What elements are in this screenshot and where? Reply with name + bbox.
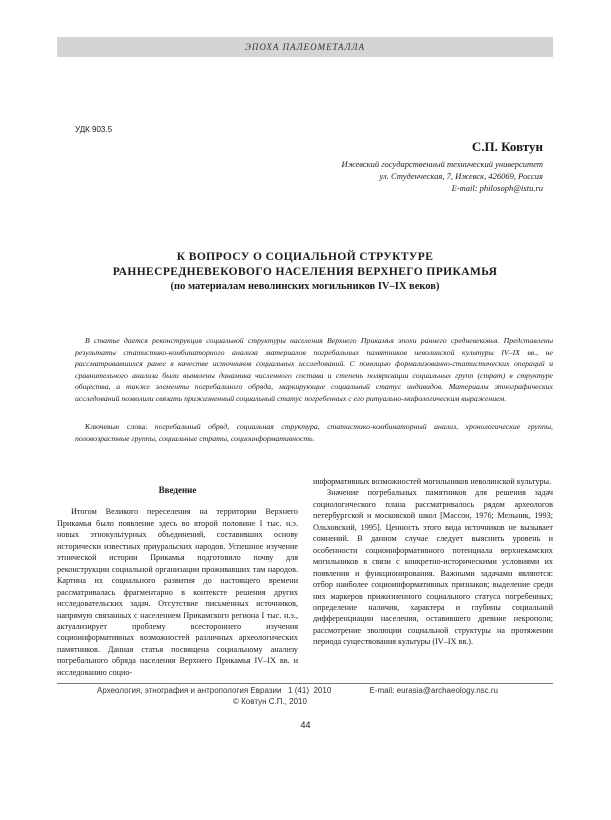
body-column-left <box>57 485 298 678</box>
body-paragraph-continued: информативных возможностей могильников неволинской культуры. <box>313 477 552 486</box>
keywords-text: погребальный обряд, социальная структура, статистико-комбинаторный анализ, хронологические группы, половозрастные группы, социальные страты, социоинформативность. <box>75 422 554 443</box>
title-line-2: РАННЕСРЕДНЕВЕКОВОГО НАСЕЛЕНИЯ ВЕРХНЕГО ПРИКАМЬЯ <box>112 266 498 278</box>
footer <box>57 685 553 707</box>
keywords <box>75 421 553 444</box>
udc-code: УДК 903.5 <box>75 125 113 134</box>
keywords-label: Ключевые слова: <box>85 422 148 431</box>
section-header: ЭПОХА ПАЛЕОМЕТАЛЛА <box>57 37 553 57</box>
footer-copyright: © Ковтун С.П., 2010 <box>233 697 307 706</box>
article-title <box>57 250 553 294</box>
author-email: E-mail: philosoph@istu.ru <box>451 183 543 193</box>
body-paragraph: Итогом Великого переселения на территории Верхнего Прикамья было появление здесь во второй половине I тыс. н.э. новых этнокультурных объединений, составивших основу исторически известных приуральских народов. Успешное изучение этнической истории Прикамья подготовило почву для реконструкции социальной организации проживавших там народов. Картина их социального развития до настоящего времени рассматривалась фрагментарно в контексте решения других исследовательских задач. Отсутствие письменных источников, напрямую связанных с населением Прикамского региона I тыс. н.э., актуализирует проблему всестороннего изучения социоинформативных возможностей различных археологических памятников. Данная статья посвящена социальному анализу погребального обряда населения Верхнего Прикамья IV–IX вв. и исследованию социо- <box>57 507 298 677</box>
author-affiliation: Ижевский государственный технический университет <box>341 159 543 169</box>
body-paragraph: Значение погребальных памятников для решения задач социологического плана рассматривалось рядом археологов петербургской и московской школ [Массон, 1976; Мельник, 1993; Ольховский, 1995]. Ценность этого вида источников не вызывает сомнений. В данном случае следует выяснить уровень и особенности социоинформативного потенциала верхнекамских могильников в связи с конкретно-историческими условиями их появления и функционирования. Важными задачами являются: отбор наиболее социоинформативных признаков; выделение среди них маркеров прижизненного социального статуса погребенных; определение наличия, характера и глубины социальной дифференциации населения, оставившего древние некрополи; рассмотрение эволюции социальной структуры на протяжении периода существования культуры (IV–IX вв.). <box>313 488 553 647</box>
section-heading-introduction: Введение <box>158 485 197 495</box>
page-number: 44 <box>300 720 311 730</box>
footer-year: 2010 <box>313 686 332 695</box>
title-line-1: К ВОПРОСУ О СОЦИАЛЬНОЙ СТРУКТУРЕ <box>176 251 434 263</box>
title-subtitle: (по материалам неволинских могильников IV–IX веков) <box>170 281 440 292</box>
author-name: С.П. Ковтун <box>471 139 543 154</box>
footer-divider <box>57 683 553 684</box>
footer-journal: Археология, этнография и антропология Евразии <box>97 686 282 695</box>
footer-issue: 1 (41) <box>288 686 310 695</box>
body-column-right <box>313 476 553 648</box>
footer-email: E-mail: eurasia@archaeology.nsc.ru <box>369 686 498 695</box>
author-block <box>143 139 543 194</box>
abstract: В статье дается реконструкция социальной структуры населения Верхнего Прикамья эпохи раннего средневековья. Представлены результаты статистико-комбинаторного анализа материалов погребальных памятников неволинской культуры IV–IX вв., не рассматривавшихся ранее в качестве источников социальных исследований. С помощью формализованно-статистических операций и сравнительного анализа были выявлены динамика численного состава и степень поляризации социальных групп (страт) в структуре общества, а также элементы погребального обряда, маркирующие социальный статус индивидов. Материалы этнографических исследований позволили связать прижизненный социальный статус погребенных с его ритуально-мифологическим выражением. <box>75 336 553 403</box>
footer-journal-info <box>97 685 331 696</box>
author-address: ул. Студенческая, 7, Ижевск, 426069, Россия <box>379 171 543 181</box>
